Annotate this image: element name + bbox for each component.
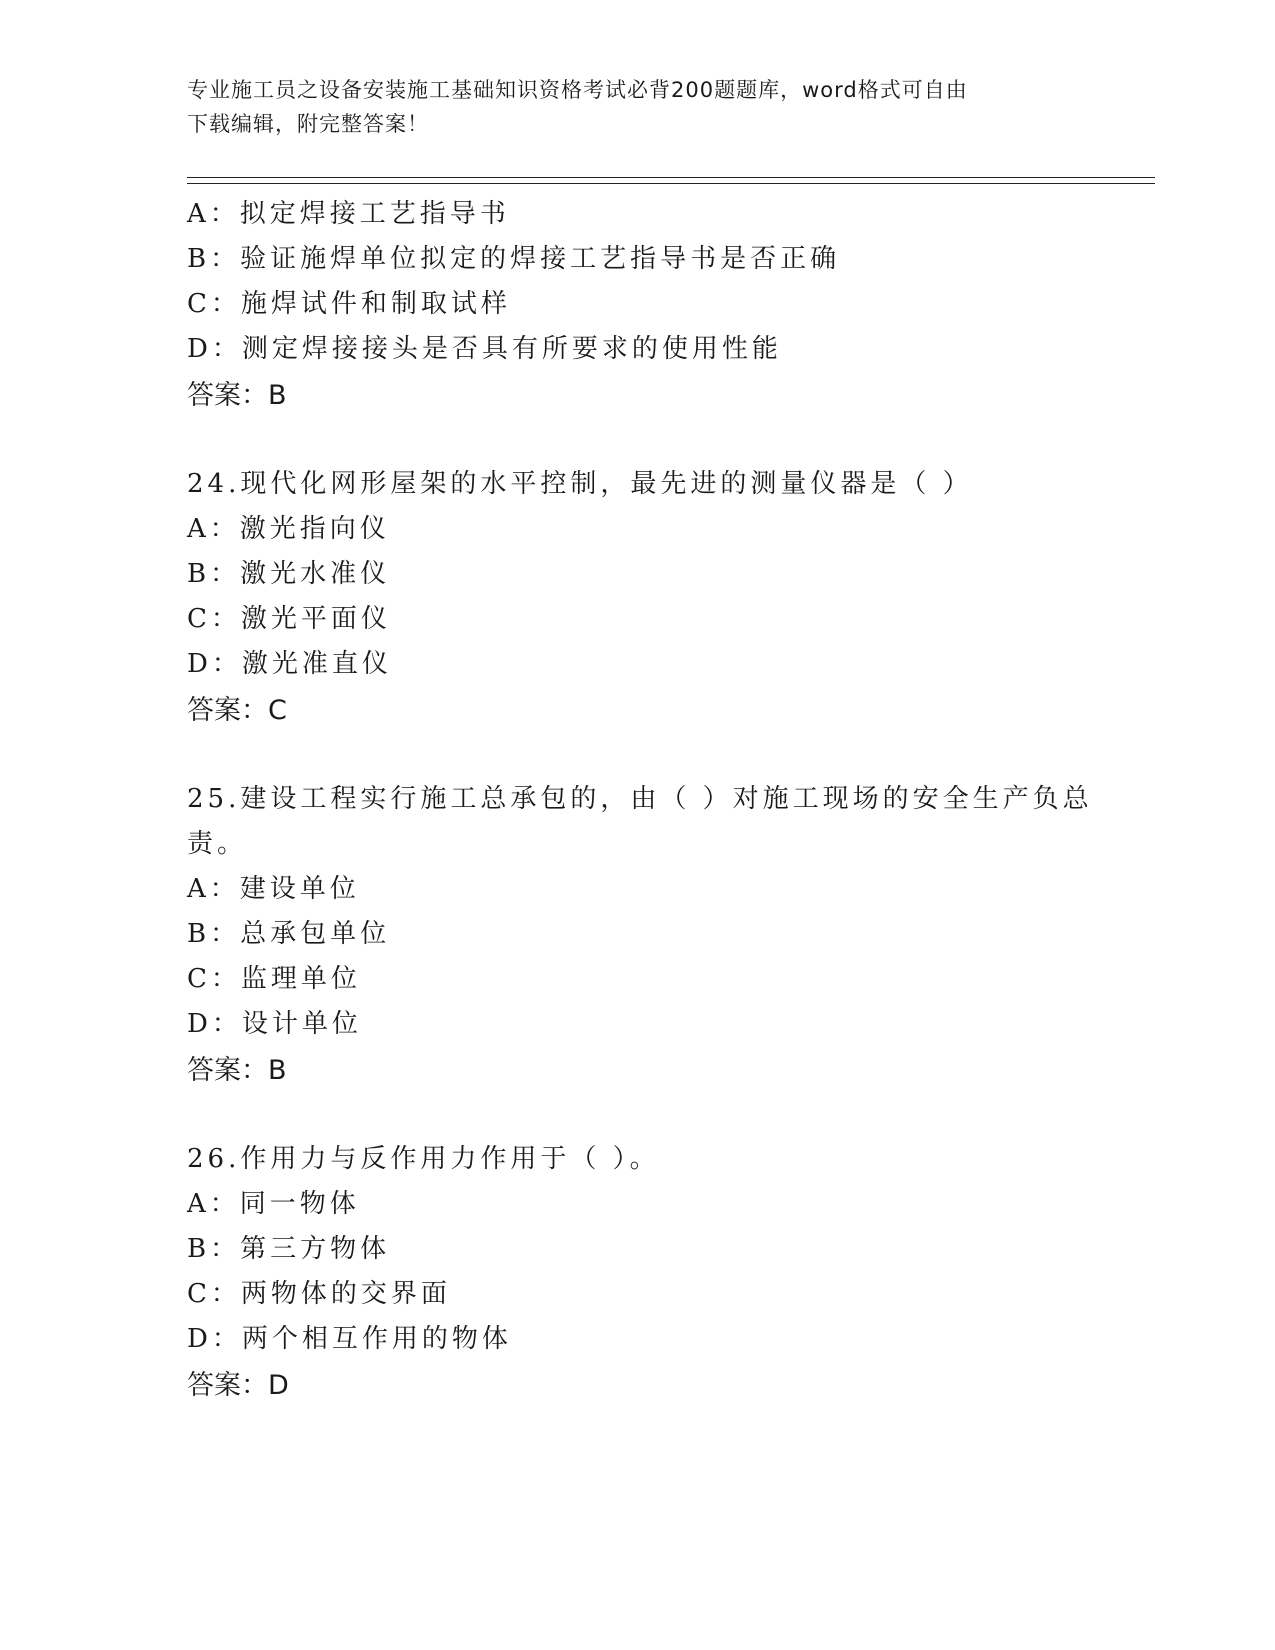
q23-option-d: D：测定焊接接头是否具有所要求的使用性能 xyxy=(187,334,782,364)
q24-stem: 24.现代化网形屋架的水平控制，最先进的测量仪器是（ ） xyxy=(187,469,973,499)
q25-option-d: D：设计单位 xyxy=(187,1009,362,1039)
q24-answer: 答案：C xyxy=(187,695,287,726)
header-divider-top xyxy=(187,177,1155,178)
q24-option-a: A：激光指向仪 xyxy=(187,514,390,544)
q25-stem-line-1: 25.建设工程实行施工总承包的，由（ ）对施工现场的安全生产负总 xyxy=(187,784,1093,814)
q23-option-c: C：施焊试件和制取试样 xyxy=(187,289,511,319)
header-line-1: 专业施工员之设备安装施工基础知识资格考试必背200题题库，word格式可自由 xyxy=(187,78,968,102)
q25-option-a: A：建设单位 xyxy=(187,874,360,904)
q26-stem: 26.作用力与反作用力作用于（ ）。 xyxy=(187,1144,660,1174)
q26-option-a: A：同一物体 xyxy=(187,1189,360,1219)
q24-option-b: B：激光水准仪 xyxy=(187,559,391,589)
q23-answer: 答案：B xyxy=(187,380,287,411)
q26-option-c: C：两物体的交界面 xyxy=(187,1279,451,1309)
q25-option-c: C：监理单位 xyxy=(187,964,361,994)
header-line-2: 下载编辑，附完整答案！ xyxy=(187,112,429,136)
q24-option-d: D：激光准直仪 xyxy=(187,649,392,679)
q23-option-b: B：验证施焊单位拟定的焊接工艺指导书是否正确 xyxy=(187,244,841,274)
q25-option-b: B：总承包单位 xyxy=(187,919,391,949)
document-header xyxy=(187,73,1087,141)
q25-stem-line-2: 责。 xyxy=(187,829,248,859)
q26-option-d: D：两个相互作用的物体 xyxy=(187,1324,512,1354)
q25-answer: 答案：B xyxy=(187,1055,287,1086)
q23-option-a: A：拟定焊接工艺指导书 xyxy=(187,199,510,229)
q24-option-c: C：激光平面仪 xyxy=(187,604,391,634)
q26-answer: 答案：D xyxy=(187,1370,289,1401)
q26-option-b: B：第三方物体 xyxy=(187,1234,391,1264)
header-divider-bottom xyxy=(187,183,1155,184)
